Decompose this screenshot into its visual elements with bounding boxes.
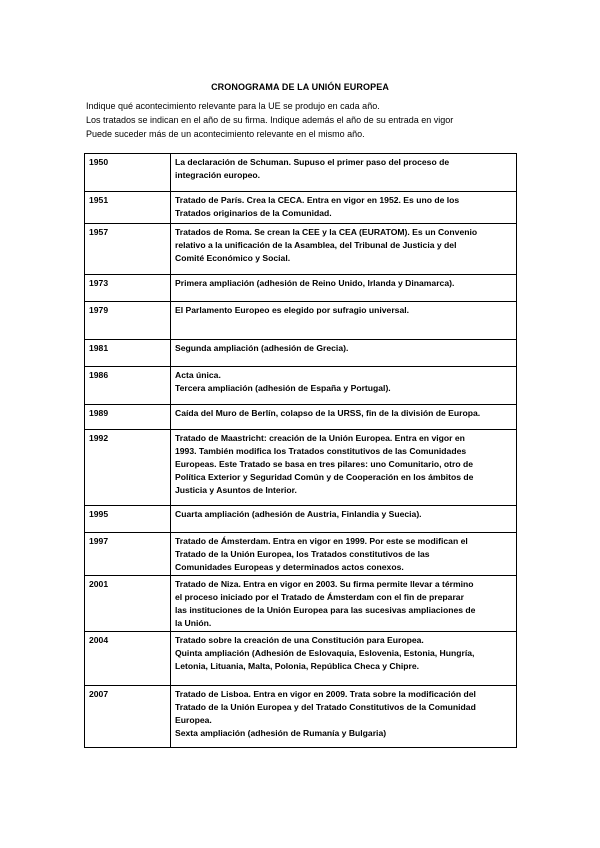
event-line: Tratado de la Unión Europea y del Tratado Constitutivos de la Comunidad [175,702,476,712]
table-row [85,154,517,192]
event-line: Letonia, Lituania, Malta, Polonia, República Checa y Chipre. [175,661,420,671]
event-line: Sexta ampliación (adhesión de Rumanía y Bulgaria) [175,728,387,738]
event-line: el proceso iniciado por el Tratado de Ámsterdam con el fin de preparar [175,592,464,602]
event-line: Tratado de la Unión Europea, los Tratados constitutivos de las [175,549,430,559]
event-line: El Parlamento Europeo es elegido por sufragio universal. [175,305,409,315]
event-line: Tercera ampliación (adhesión de España y Portugal). [175,383,391,393]
table-row [85,506,517,533]
event-line: Primera ampliación (adhesión de Reino Unido, Irlanda y Dinamarca). [175,278,455,288]
year-cell: 1950 [85,154,171,192]
event-line: Quinta ampliación (Adhesión de Eslovaquia, Eslovenia, Estonia, Hungría, [175,648,475,658]
event-line: Acta única. [175,370,221,380]
event-cell [171,192,517,224]
event-line: Europea. [175,715,212,725]
year-cell: 1981 [85,340,171,367]
table-row [85,576,517,632]
event-cell [171,340,517,367]
year-cell: 1957 [85,224,171,275]
event-line: la Unión. [175,618,212,628]
timeline-table [84,153,517,748]
event-line: las instituciones de la Unión Europea para las sucesivas ampliaciones de [175,605,476,615]
table-row [85,192,517,224]
instructions [86,99,526,141]
event-line: Justicia y Asuntos de Interior. [175,485,297,495]
year-cell: 1997 [85,533,171,576]
event-line: Tratado de París. Crea la CECA. Entra en vigor en 1952. Es uno de los [175,195,460,205]
year-cell: 2007 [85,686,171,748]
table-row [85,430,517,506]
table-row [85,405,517,430]
event-cell [171,576,517,632]
year-cell: 1995 [85,506,171,533]
table-row [85,632,517,686]
event-line: Comunidades Europeas y determinados actos conexos. [175,562,404,572]
instruction-line: Indique qué acontecimiento relevante para la UE se produjo en cada año. [86,101,380,111]
event-cell [171,302,517,340]
event-line: Tratado de Maastricht: creación de la Unión Europea. Entra en vigor en [175,433,465,443]
year-cell: 1986 [85,367,171,405]
event-cell [171,275,517,302]
instruction-line: Puede suceder más de un acontecimiento relevante en el mismo año. [86,129,365,139]
event-line: Caída del Muro de Berlín, colapso de la URSS, fin de la división de Europa. [175,408,481,418]
year-cell: 2001 [85,576,171,632]
event-cell [171,224,517,275]
event-line: relativo a la unificación de la Asamblea, del Tribunal de Justicia y del [175,240,457,250]
event-cell [171,533,517,576]
event-line: Cuarta ampliación (adhesión de Austria, Finlandia y Suecia). [175,509,422,519]
year-cell: 1951 [85,192,171,224]
table-row [85,367,517,405]
table-row [85,275,517,302]
instruction-line: Los tratados se indican en el año de su firma. Indique además el año de su entrada en vigor [86,115,454,125]
event-line: Comité Económico y Social. [175,253,291,263]
table-row [85,340,517,367]
event-cell [171,506,517,533]
year-cell: 1979 [85,302,171,340]
event-cell [171,430,517,506]
event-line: La declaración de Schuman. Supuso el primer paso del proceso de [175,157,450,167]
document-title: CRONOGRAMA DE LA UNIÓN EUROPEA [211,82,389,92]
table-row [85,686,517,748]
event-line: Política Exterior y Seguridad Común y de Cooperación en los ámbitos de [175,472,474,482]
year-cell: 1973 [85,275,171,302]
event-cell [171,154,517,192]
event-cell [171,686,517,748]
event-cell [171,367,517,405]
year-cell: 1989 [85,405,171,430]
event-line: Europeas. Este Tratado se basa en tres pilares: uno Comunitario, otro de [175,459,473,469]
event-line: Tratado de Lisboa. Entra en vigor en 2009. Trata sobre la modificación del [175,689,476,699]
year-cell: 2004 [85,632,171,686]
event-line: integración europeo. [175,170,260,180]
table-row [85,533,517,576]
event-line: Tratado sobre la creación de una Constitución para Europea. [175,635,424,645]
event-line: Tratados de Roma. Se crean la CEE y la CEA (EURATOM). Es un Convenio [175,227,478,237]
event-line: Segunda ampliación (adhesión de Grecia). [175,343,349,353]
event-cell [171,405,517,430]
event-cell [171,632,517,686]
event-line: 1993. También modifica los Tratados constitutivos de las Comunidades [175,446,467,456]
event-line: Tratados originarios de la Comunidad. [175,208,332,218]
event-line: Tratado de Niza. Entra en vigor en 2003. Su firma permite llevar a término [175,579,474,589]
year-cell: 1992 [85,430,171,506]
table-row [85,302,517,340]
table-row [85,224,517,275]
event-line: Tratado de Ámsterdam. Entra en vigor en 1999. Por este se modifican el [175,536,468,546]
